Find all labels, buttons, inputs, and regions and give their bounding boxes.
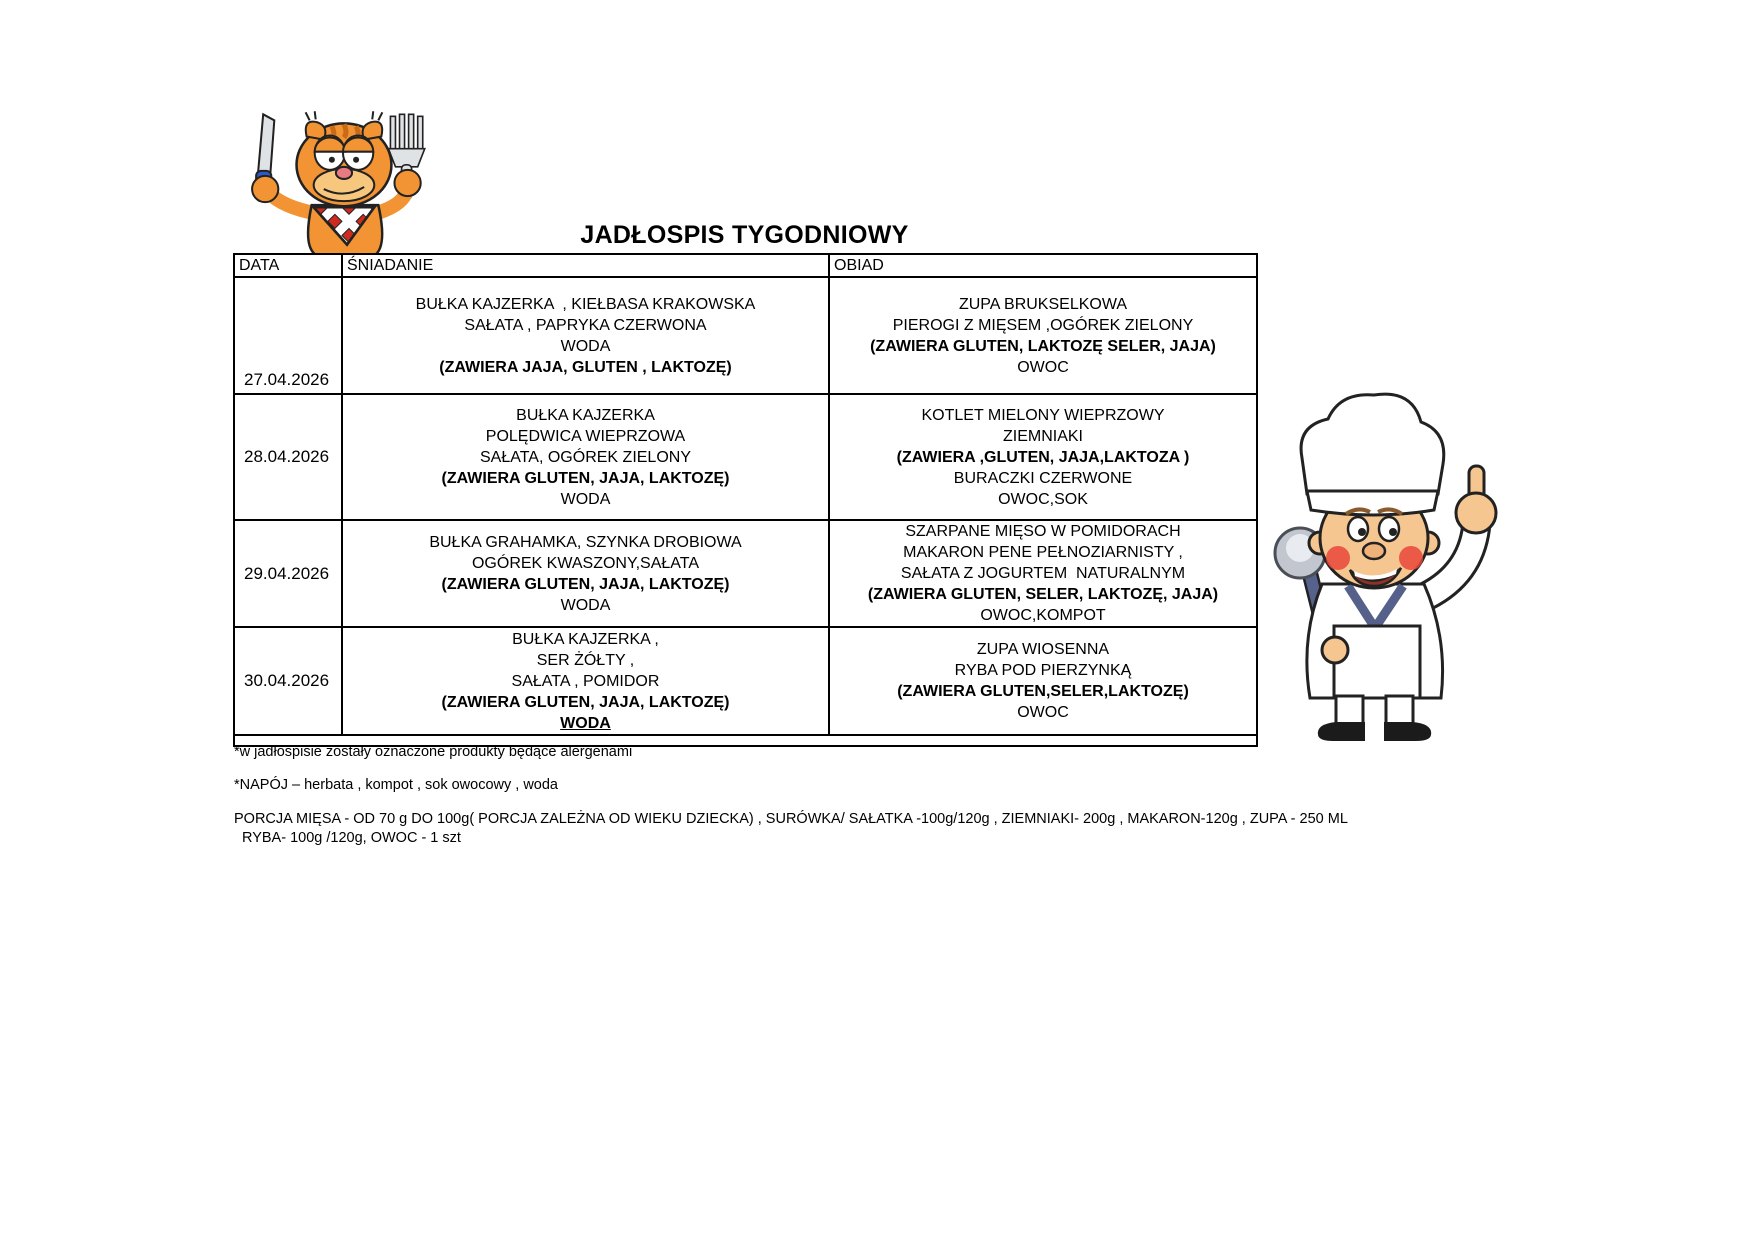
footnotes bbox=[234, 743, 1534, 848]
column-header-breakfast: ŚNIADANIE bbox=[342, 254, 829, 277]
menu-line: SAŁATA , POMIDOR bbox=[511, 672, 660, 690]
dinner-cell bbox=[829, 277, 1257, 394]
menu-line: KOTLET MIELONY WIEPRZOWY bbox=[921, 406, 1165, 424]
menu-line: WODA bbox=[560, 490, 611, 508]
menu-line: SAŁATA, OGÓREK ZIELONY bbox=[479, 448, 691, 466]
date-cell bbox=[234, 627, 342, 735]
menu-row bbox=[234, 394, 1257, 520]
menu-line: POLĘDWICA WIEPRZOWA bbox=[485, 427, 686, 445]
date-cell bbox=[234, 520, 342, 627]
menu-row bbox=[234, 627, 1257, 735]
menu-line: (ZAWIERA GLUTEN, LAKTOZĘ SELER, JAJA) bbox=[870, 337, 1216, 355]
menu-row bbox=[234, 520, 1257, 627]
menu-line: WODA bbox=[560, 714, 611, 732]
menu-line: SER ŻÓŁTY , bbox=[536, 651, 635, 669]
menu-line: OWOC,KOMPOT bbox=[980, 607, 1106, 624]
dinner-cell bbox=[829, 627, 1257, 735]
menu-table-body bbox=[234, 277, 1257, 735]
menu-line: ZIEMNIAKI bbox=[1002, 427, 1083, 445]
menu-line: ZUPA BRUKSELKOWA bbox=[958, 295, 1128, 313]
menu-line: (ZAWIERA ,GLUTEN, JAJA,LAKTOZA ) bbox=[896, 448, 1190, 466]
breakfast-cell bbox=[342, 394, 829, 520]
menu-line: BURACZKI CZERWONE bbox=[953, 469, 1133, 487]
breakfast-cell bbox=[342, 627, 829, 735]
date-text: 27.04.2026 bbox=[244, 370, 330, 389]
menu-line: OWOC bbox=[1017, 358, 1069, 376]
date-text: 29.04.2026 bbox=[244, 563, 330, 583]
menu-line: (ZAWIERA GLUTEN,SELER,LAKTOZĘ) bbox=[897, 683, 1189, 700]
menu-row bbox=[234, 277, 1257, 394]
menu-line: BUŁKA KAJZERKA , KIEŁBASA KRAKOWSKA bbox=[415, 295, 756, 313]
menu-line: (ZAWIERA GLUTEN, JAJA, LAKTOZĘ) bbox=[441, 575, 730, 593]
menu-line: SAŁATA , PAPRYKA CZERWONA bbox=[464, 316, 707, 334]
dinner-cell bbox=[829, 394, 1257, 520]
menu-line: WODA bbox=[560, 337, 611, 355]
header-row bbox=[234, 254, 1257, 277]
menu-line: SZARPANE MIĘSO W POMIDORACH bbox=[905, 523, 1181, 540]
menu-line: BUŁKA KAJZERKA bbox=[516, 406, 655, 424]
menu-line: SAŁATA Z JOGURTEM NATURALNYM bbox=[900, 565, 1186, 582]
footnote-drinks: *NAPÓJ – herbata , kompot , sok owocowy , woda bbox=[234, 777, 558, 793]
date-cell bbox=[234, 277, 342, 394]
breakfast-cell bbox=[342, 520, 829, 627]
menu-line: BUŁKA GRAHAMKA, SZYNKA DROBIOWA bbox=[429, 533, 742, 551]
column-header-date: DATA bbox=[234, 254, 342, 277]
date-text: 28.04.2026 bbox=[244, 447, 330, 466]
breakfast-cell bbox=[342, 277, 829, 394]
footnote-portions: PORCJA MIĘSA - OD 70 g DO 100g( PORCJA ZALEŻNA OD WIEKU DZIECKA) , SURÓWKA/ SAŁATKA -100g/120g , ZIEMNIAKI- 200g , MAKARON-120g , ZUPA - 250 ML bbox=[234, 811, 1348, 827]
menu-line: OWOC,SOK bbox=[998, 490, 1088, 508]
menu-line: OGÓREK KWASZONY,SAŁATA bbox=[471, 554, 699, 572]
menu-line: MAKARON PENE PEŁNOZIARNISTY , bbox=[903, 544, 1183, 561]
menu-line: PIEROGI Z MIĘSEM ,OGÓREK ZIELONY bbox=[892, 316, 1194, 334]
date-text: 30.04.2026 bbox=[244, 671, 330, 690]
menu-line: BUŁKA KAJZERKA , bbox=[512, 630, 659, 648]
footnote-portions-2: RYBA- 100g /120g, OWOC - 1 szt bbox=[242, 830, 461, 846]
menu-line: RYBA POD PIERZYNKĄ bbox=[954, 662, 1132, 679]
menu-line: OWOC bbox=[1017, 704, 1069, 721]
date-cell bbox=[234, 394, 342, 520]
menu-line: (ZAWIERA GLUTEN, SELER, LAKTOZĘ, JAJA) bbox=[867, 586, 1219, 603]
menu-line: (ZAWIERA GLUTEN, JAJA, LAKTOZĘ) bbox=[441, 693, 730, 711]
page-title: JADŁOSPIS TYGODNIOWY bbox=[580, 221, 909, 249]
dinner-cell bbox=[829, 520, 1257, 627]
menu-line: WODA bbox=[560, 596, 611, 614]
menu-line: (ZAWIERA GLUTEN, JAJA, LAKTOZĘ) bbox=[441, 469, 730, 487]
menu-table bbox=[233, 253, 1258, 747]
chef-image bbox=[1222, 386, 1517, 751]
chef-thumbs-up-icon bbox=[1222, 386, 1517, 751]
column-header-dinner: OBIAD bbox=[829, 254, 1257, 277]
menu-line: (ZAWIERA JAJA, GLUTEN , LAKTOZĘ) bbox=[439, 358, 732, 376]
footnote-allergens: *w jadłospisie zostały oznaczone produkty będące alergenami bbox=[234, 744, 633, 760]
menu-line: ZUPA WIOSENNA bbox=[976, 641, 1110, 658]
